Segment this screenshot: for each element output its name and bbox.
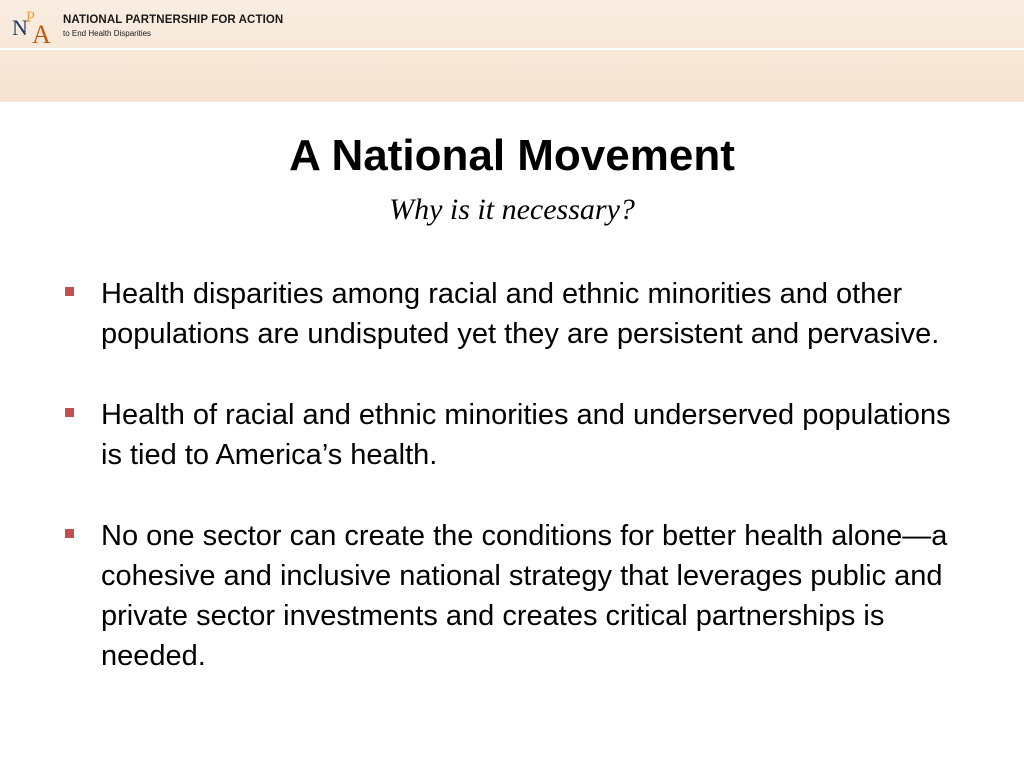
bullet-item — [64, 395, 974, 475]
slide-title: A National Movement — [289, 131, 735, 180]
slide-subtitle: Why is it necessary? — [389, 193, 635, 226]
organization-name: NATIONAL PARTNERSHIP FOR ACTION — [63, 14, 284, 26]
organization-tagline: to End Health Disparities — [63, 29, 152, 38]
square-bullet-icon — [65, 408, 74, 417]
svg-text:A: A — [32, 20, 51, 46]
header-divider — [0, 48, 1024, 50]
square-bullet-icon — [65, 529, 74, 538]
bullet-item — [64, 274, 974, 354]
square-bullet-icon — [65, 287, 74, 296]
bullet-text: Health disparities among racial and ethnic minorities and other populations are undisputed yet they are persistent and pervasive. — [101, 278, 940, 350]
bullet-text: No one sector can create the conditions for better health alone—a cohesive and inclusive national strategy that leverages public and private sector investments and creates critical partnerships is needed. — [101, 520, 948, 672]
svg-text:P: P — [26, 9, 35, 26]
svg-text:N: N — [12, 15, 28, 40]
bullet-text: Health of racial and ethnic minorities and underserved populations is tied to America’s health. — [101, 399, 951, 471]
npa-logo-icon — [12, 8, 58, 46]
bullet-item — [64, 516, 974, 676]
bullet-list — [64, 274, 974, 717]
